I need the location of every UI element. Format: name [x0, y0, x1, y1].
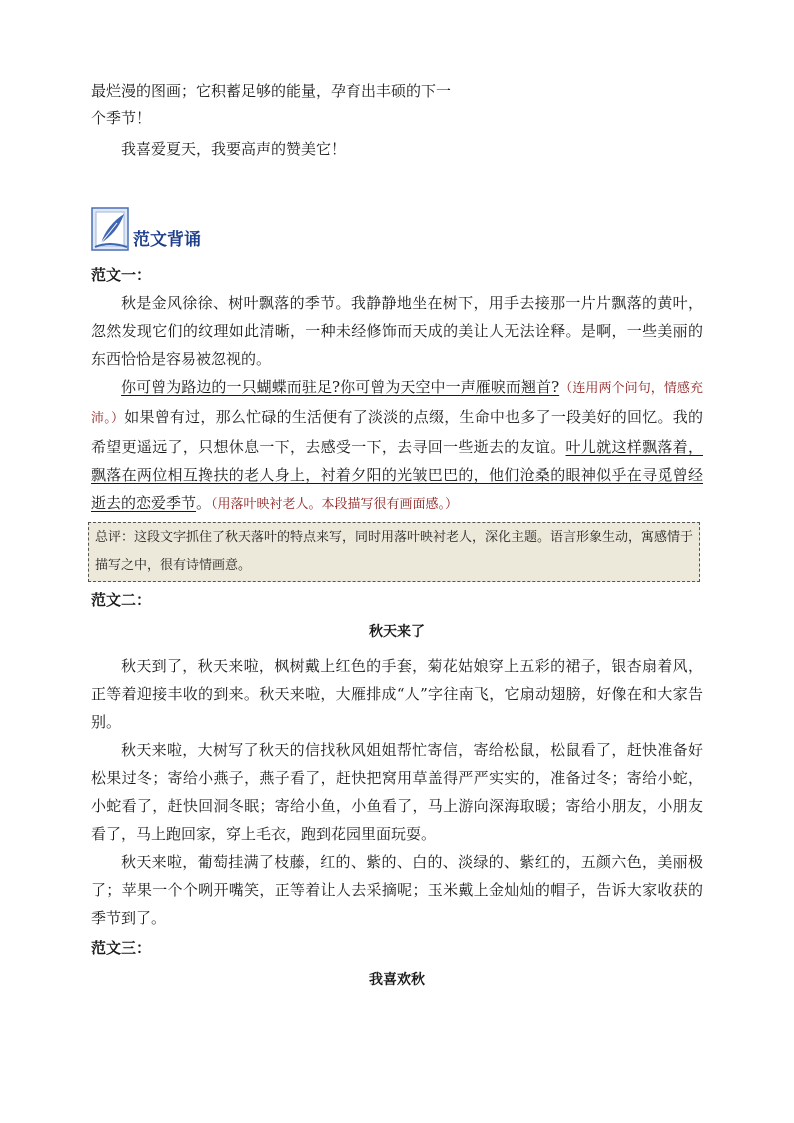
annotation-note-questions: （连用两个问句，情感充沛。）	[91, 381, 703, 426]
underlined-leaves-sentence: 叶儿就这样飘落着，飘落在两位相互搀扶的老人身上，衬着夕阳的光皱巴巴的，他们沧桑的眼神似乎在寻觅曾经逝去的恋爱季节	[91, 438, 703, 512]
paragraph-middle-text: 如果曾有过，那么忙碌的生活便有了淡淡的点缀，生命中也多了一段美好的回忆。我的希望更遥远了，只想休息一下，去感受一下，去寻回一些逝去的友谊。	[91, 408, 703, 456]
essay-1-label: 范文一：	[91, 266, 152, 284]
essay-1-paragraph-1: 秋是金风徐徐、树叶飘落的季节。我静静地坐在树下，用手去接那一片片飘落的黄叶，忽然发现它们的纹理如此清晰，一种未经修饰而天成的美让人无法诠释。是啊，一些美丽的东西恰恰是容易被忽视的。	[91, 294, 703, 368]
section-title: 范文背诵	[133, 230, 201, 250]
underlined-question-sentence: 你可曾为路边的一只蝴蝶而驻足?你可曾为天空中一声雁唳而翘首?	[121, 378, 560, 396]
section-header	[91, 207, 703, 259]
essay-3-label: 范文三：	[91, 939, 152, 957]
intro-line-1: 最烂漫的图画；它积蓄足够的能量，孕育出丰硕的下一	[91, 82, 452, 100]
intro-line-3: 我喜爱夏天，我要高声的赞美它！	[121, 140, 347, 158]
intro-line-2: 个季节！	[91, 109, 152, 127]
sentence-end-mark: 。	[196, 494, 212, 512]
essay-1-paragraph-2	[91, 373, 703, 519]
feather-quill-icon	[91, 207, 131, 253]
annotation-note-imagery: （用落叶映衬老人。本段描写很有画面感。）	[211, 497, 459, 512]
essay-2-title: 秋天来了	[369, 624, 425, 640]
essay-2-paragraph-1: 秋天到了，秋天来啦，枫树戴上红色的手套，菊花姑娘穿上五彩的裙子，银杏扇着风，正等着迎接丰收的到来。秋天来啦，大雁排成“人”字往南飞，它扇动翅膀，好像在和大家告别。	[91, 657, 703, 731]
document-page	[91, 78, 703, 1000]
essay-2-paragraph-2: 秋天来啦，大树写了秋天的信找秋风姐姐帮忙寄信，寄给松鼠，松鼠看了，赶快准备好松果过冬；寄给小燕子，燕子看了，赶快把窝用草盖得严严实实的，准备过冬；寄给小蛇，小蛇看了，赶快回洞冬眠；寄给小鱼，小鱼看了，马上游向深海取暖；寄给小朋友，小朋友看了，马上跑回家，穿上毛衣，跑到花园里面玩耍。	[91, 741, 703, 843]
essay-2-paragraph-3: 秋天来啦，葡萄挂满了枝藤，红的、紫的、白的、淡绿的、紫红的，五颜六色，美丽极了；苹果一个个咧开嘴笑，正等着让人去采摘呢；玉米戴上金灿灿的帽子，告诉大家收获的季节到了。	[91, 853, 703, 927]
essay-2-label: 范文二：	[91, 591, 152, 609]
essay-3-title: 我喜欢秋	[369, 972, 425, 988]
summary-box: 总评：这段文字抓住了秋天落叶的特点来写，同时用落叶映衬老人，深化主题。语言形象生动，寓感情于描写之中，很有诗情画意。	[88, 522, 700, 582]
